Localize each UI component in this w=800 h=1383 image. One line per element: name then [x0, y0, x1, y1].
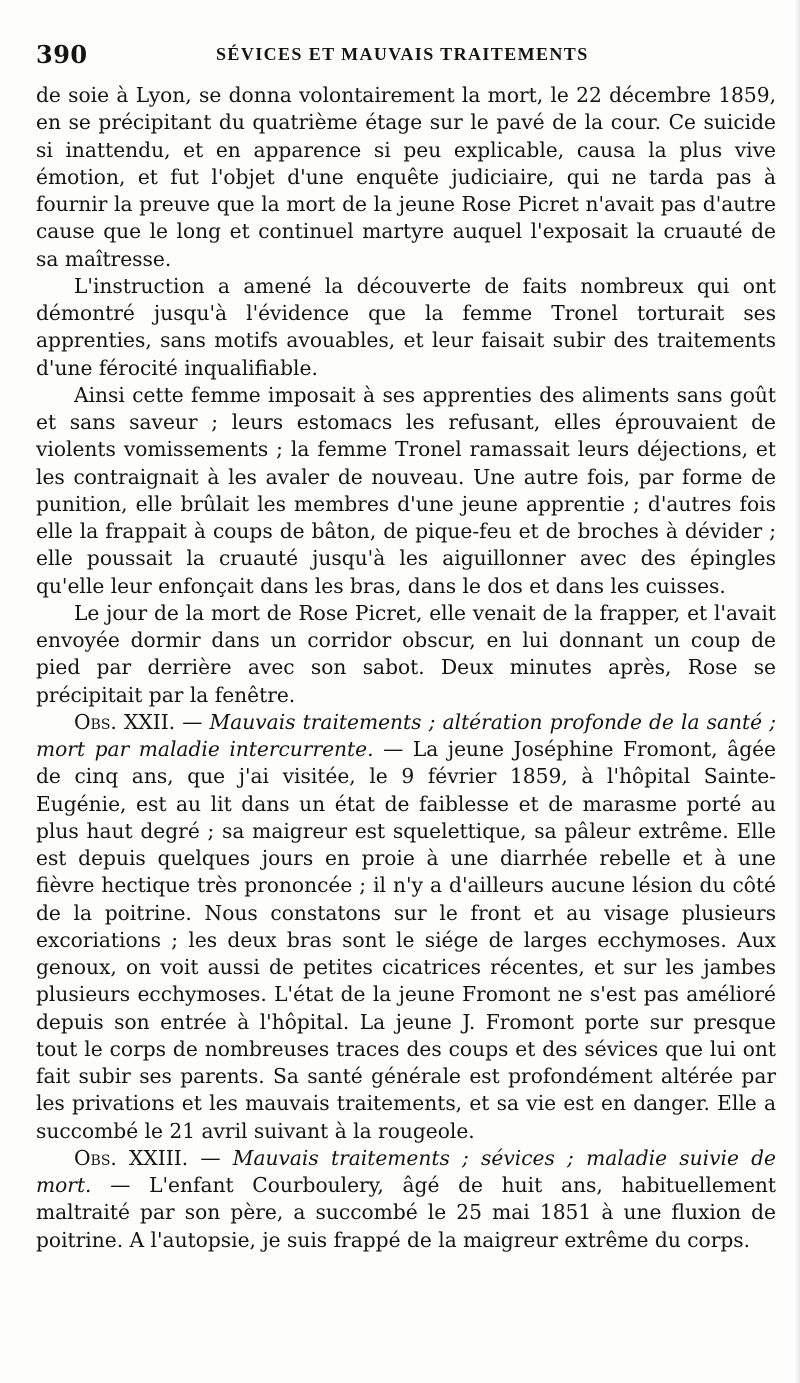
page-edge-shadow — [794, 0, 800, 1383]
observation-title: — Mauvais traitements ; altération profonde de la santé ; mort par maladie intercurrente. — [36, 709, 777, 761]
observation-label: Obs. XXIII. — [74, 1145, 189, 1170]
paragraph: Ainsi cette femme imposait à ses apprenties des aliments sans goût et sans saveur ; leurs estomacs les refusant, elles éprouvaient de violents vomissements ; la femme Tronel ramassait leurs déjections, et les contraignait à les avaler de nouveau. Une autre fois, par forme de punition, elle brûlait les membres d'une jeune apprentie ; d'autres fois elle la frappait à coups de bâton, de pique-feu et de broches à dévider ; elle poussait la cruauté jusqu'à les aiguillonner avec des épingles qu'elle leur enfonçait dans les bras, dans le dos et dans les cuisses. — [36, 382, 776, 598]
paragraph: L'instruction a amené la découverte de faits nombreux qui ont démontré jusqu'à l'évidence que la femme Tronel torturait ses apprenties, sans motifs avouables, et leur faisait subir des traitements d'une férocité inqualifiable. — [36, 273, 776, 380]
running-head: SÉVICES ET MAUVAIS TRAITEMENTS — [216, 44, 589, 64]
page-number: 390 — [36, 40, 88, 69]
observation-xxiii — [36, 1145, 776, 1254]
observation-text: — L'enfant Courboulery, âgé de huit ans, habituellement maltraité par son père, a succombé le 25 mai 1851 à une fluxion de poitrine. A l'autopsie, je suis frappé de la maigreur extrême du corps. — [36, 1173, 776, 1252]
page-header — [36, 40, 772, 76]
body-text — [36, 82, 776, 1254]
paragraph: Le jour de la mort de Rose Picret, elle venait de la frapper, et l'avait envoyée dormir dans un corridor obscur, en lui donnant un coup de pied par derrière avec son sabot. Deux minutes après, Rose se précipitait par la fenêtre. — [36, 600, 776, 707]
observation-title: — Mauvais traitements ; sévices ; maladie suivie de mort. — [36, 1145, 776, 1197]
paragraph: de soie à Lyon, se donna volontairement la mort, le 22 décembre 1859, en se précipitant du quatrième étage sur le pavé de la cour. Ce suicide si inattendu, et en apparence si peu explicable, causa la plus vive émotion, et fut l'objet d'une enquête judiciaire, qui ne tarda pas à fournir la preuve que la mort de la jeune Rose Picret n'avait pas d'autre cause que le long et continuel martyre auquel l'exposait la cruauté de sa maîtresse. — [36, 83, 776, 271]
observation-label: Obs. XXII. — [74, 709, 176, 734]
observation-text: — La jeune Joséphine Fromont, âgée de cinq ans, que j'ai visitée, le 9 février 1859, à l'hôpital Sainte-Eugénie, est au lit dans un état de faiblesse et de marasme porté au plus haut degré ; sa maigreur est squelettique, sa pâleur extrême. Elle est depuis quelques jours en proie à une diarrhée rebelle et à une fièvre hectique très prononcée ; il n'y a d'ailleurs aucune lésion du côté de la poitrine. Nous constatons sur le front et au visage plusieurs excoriations ; les deux bras sont le siége de larges ecchymoses. Aux genoux, on voit aussi de petites cicatrices récentes, et sur les jambes plusieurs ecchymoses. L'état de la jeune Fromont ne s'est pas amélioré depuis son entrée à l'hôpital. La jeune J. Fromont porte sur presque tout le corps de nombreuses traces des coups et des sévices que lui ont fait subir ses parents. Sa santé générale est profondément altérée par les privations et les mauvais traitements, et sa vie est en danger. Elle a succombé le 21 avril suivant à la rougeole. — [36, 737, 777, 1143]
observation-xxii — [36, 709, 776, 1145]
